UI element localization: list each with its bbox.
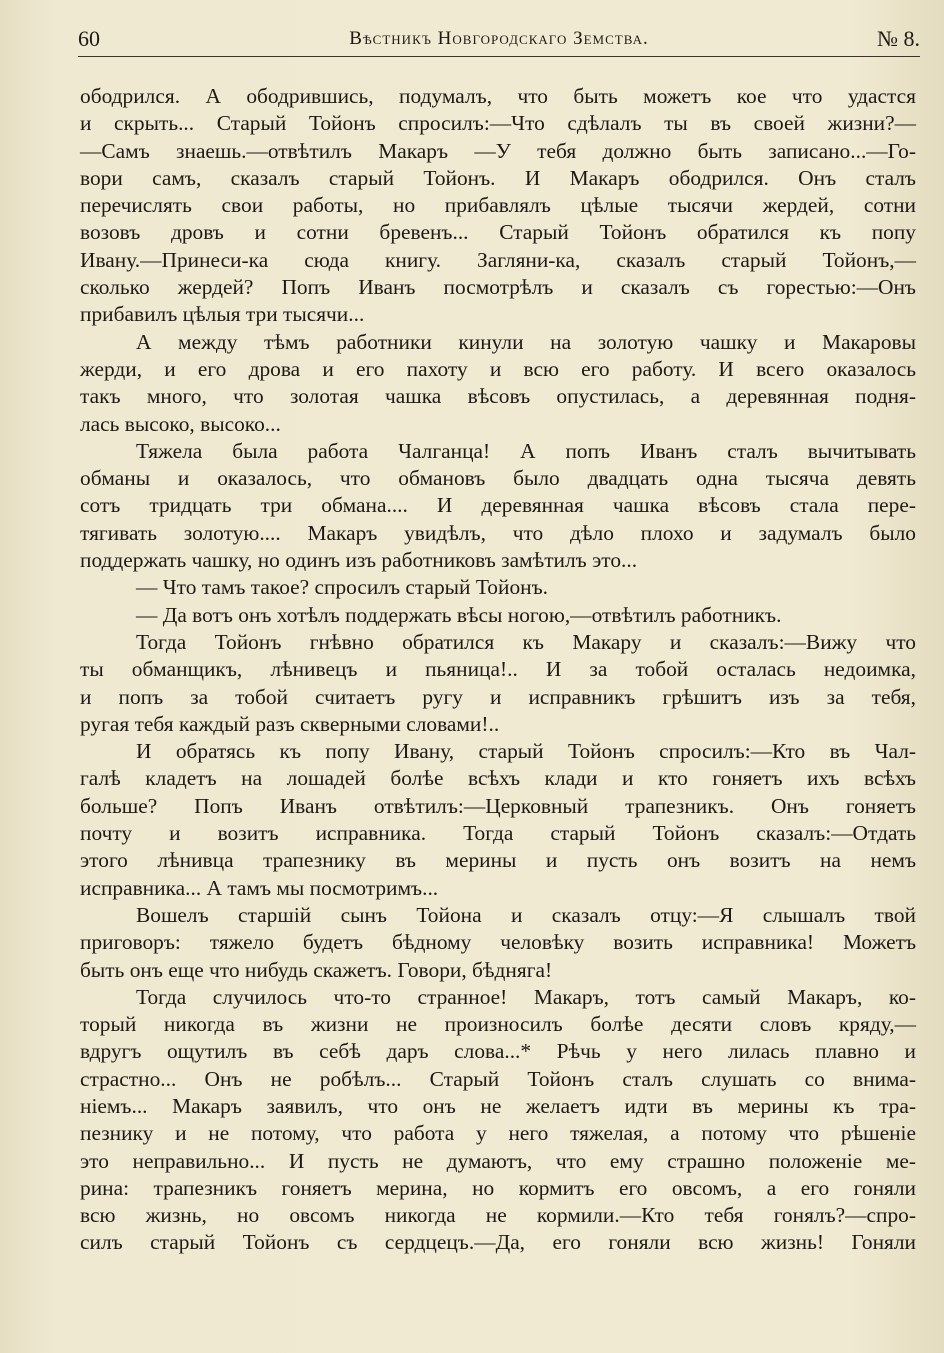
text-line: сколько жердей? Попъ Иванъ посмотрѣлъ и сказалъ съ горестью:—Онъ	[80, 275, 916, 300]
header-rule	[78, 56, 920, 57]
dialogue-line: — Что тамъ такое? спросилъ старый Тойонъ.	[136, 575, 548, 600]
text-line: ніемъ... Макаръ заявилъ, что онъ не желаетъ идти въ мерины къ тра-	[80, 1093, 916, 1118]
text-line: быть онъ еще что нибудь скажетъ. Говори, бѣдняга!	[80, 957, 553, 982]
text-body	[80, 83, 916, 1257]
text-line: —Самъ знаешь.—отвѣтилъ Макаръ —У тебя должно быть записано...—Го-	[80, 138, 916, 163]
text-line: обманы и оказалось, что обмановъ было двадцать одна тысяча девять	[80, 466, 916, 491]
text-line: вдругъ ощутилъ въ себѣ даръ слова...* Рѣчь у него лилась плавно и	[80, 1039, 916, 1064]
text-line: жерди, и его дрова и его пахоту и всю его работу. И всего оказалось	[80, 356, 916, 381]
text-line: рина: трапезникъ гоняетъ мерина, но кормитъ его овсомъ, а его гоняли	[80, 1175, 916, 1200]
text-line: больше? Попъ Иванъ отвѣтилъ:—Церковный трапезникъ. Онъ гоняетъ	[80, 793, 916, 818]
text-line: прибавилъ цѣлыя три тысячи...	[80, 302, 365, 327]
text-line: исправника... А тамъ мы посмотримъ...	[80, 875, 439, 900]
issue-number: № 8.	[877, 26, 920, 51]
paragraph-first-line: А между тѣмъ работники кинули на золотую чашку и Макаровы	[136, 329, 916, 354]
running-header	[78, 22, 920, 52]
text-line: тягивать золотую.... Макаръ увидѣлъ, что дѣло плохо и задумалъ было	[80, 520, 916, 545]
text-line: всю жизнь, но овсомъ никогда не кормили.—Кто тебя гонялъ?—спро-	[80, 1203, 916, 1228]
text-line: вори самъ, сказалъ старый Тойонъ. И Макаръ ободрился. Онъ сталъ	[80, 165, 916, 190]
paragraph-first-line: Тяжела была работа Чалганца! А попъ Иванъ сталъ вычитывать	[136, 438, 916, 463]
text-line: это неправильно... И пусть не думаютъ, что ему страшно положеніе ме-	[80, 1148, 916, 1173]
paragraph-first-line: Тогда случилось что-то странное! Макаръ, тотъ самый Макаръ, ко-	[136, 984, 916, 1009]
text-line: почту и возитъ исправника. Тогда старый Тойонъ сказалъ:—Отдать	[80, 821, 916, 846]
text-line: перечислять свои работы, но прибавлялъ цѣлые тысячи жердей, сотни	[80, 193, 916, 218]
page-number: 60	[78, 26, 100, 51]
text-line: галѣ кладетъ на лошадей болѣе всѣхъ клади и кто гоняетъ ихъ всѣхъ	[80, 766, 916, 791]
text-line: ты обманщикъ, лѣнивецъ и пьяница!.. И за тобой осталась недоимка,	[80, 657, 916, 682]
text-line: пезнику и не потому, что работа у него тяжелая, а потому что рѣшеніе	[80, 1121, 916, 1146]
journal-title: Вѣстникъ Новгородскаго Земства.	[349, 28, 649, 49]
text-line: ободрился. А ободрившись, подумалъ, что быть можетъ кое что удастся	[80, 84, 916, 108]
text-line: лась высоко, высоко...	[80, 411, 281, 436]
text-line: силъ старый Тойонъ съ сердцецъ.—Да, его гоняли всю жизнь! Гоняли	[80, 1230, 916, 1255]
text-line: ругая тебя каждый разъ скверными словами!..	[80, 711, 500, 736]
text-line: страстно... Онъ не робѣлъ... Старый Тойонъ сталъ слушать со внима-	[80, 1066, 916, 1091]
paragraph-first-line: Тогда Тойонъ гнѣвно обратился къ Макару и сказалъ:—Вижу что	[136, 629, 916, 654]
text-line: Ивану.—Принеси-ка сюда книгу. Загляни-ка, сказалъ старый Тойонъ,—	[80, 247, 916, 272]
text-line: возовъ дровъ и сотни бревенъ... Старый Тойонъ обратился къ попу	[80, 220, 916, 245]
dialogue-line: — Да вотъ онъ хотѣлъ поддержать вѣсы ногою,—отвѣтилъ работникъ.	[136, 602, 782, 627]
text-line: и попъ за тобой считаетъ ругу и исправникъ грѣшитъ изъ за тебя,	[80, 684, 916, 709]
text-line: и скрыть... Старый Тойонъ спросилъ:—Что сдѣлалъ ты въ своей жизни?—	[80, 111, 916, 136]
paragraph-first-line: И обратясь къ попу Ивану, старый Тойонъ спросилъ:—Кто въ Чал-	[136, 739, 916, 764]
text-line: этого лѣнивца трапезнику въ мерины и пусть онъ возитъ на немъ	[80, 848, 916, 873]
text-line: сотъ тридцать три обмана.... И деревянная чашка вѣсовъ стала пере-	[80, 493, 916, 518]
text-line: такъ много, что золотая чашка вѣсовъ опустилась, а деревянная подня-	[80, 384, 916, 409]
paragraph-first-line: Вошелъ старшій сынъ Тойона и сказалъ отцу:—Я слышалъ твой	[136, 902, 916, 927]
text-line: торый никогда въ жизни не произносилъ болѣе десяти словъ кряду,—	[80, 1012, 916, 1037]
text-line: приговоръ: тяжело будетъ бѣдному человѣку возить исправника! Можетъ	[80, 930, 916, 955]
text-line: поддержать чашку, но одинъ изъ работниковъ замѣтилъ это...	[80, 548, 638, 573]
